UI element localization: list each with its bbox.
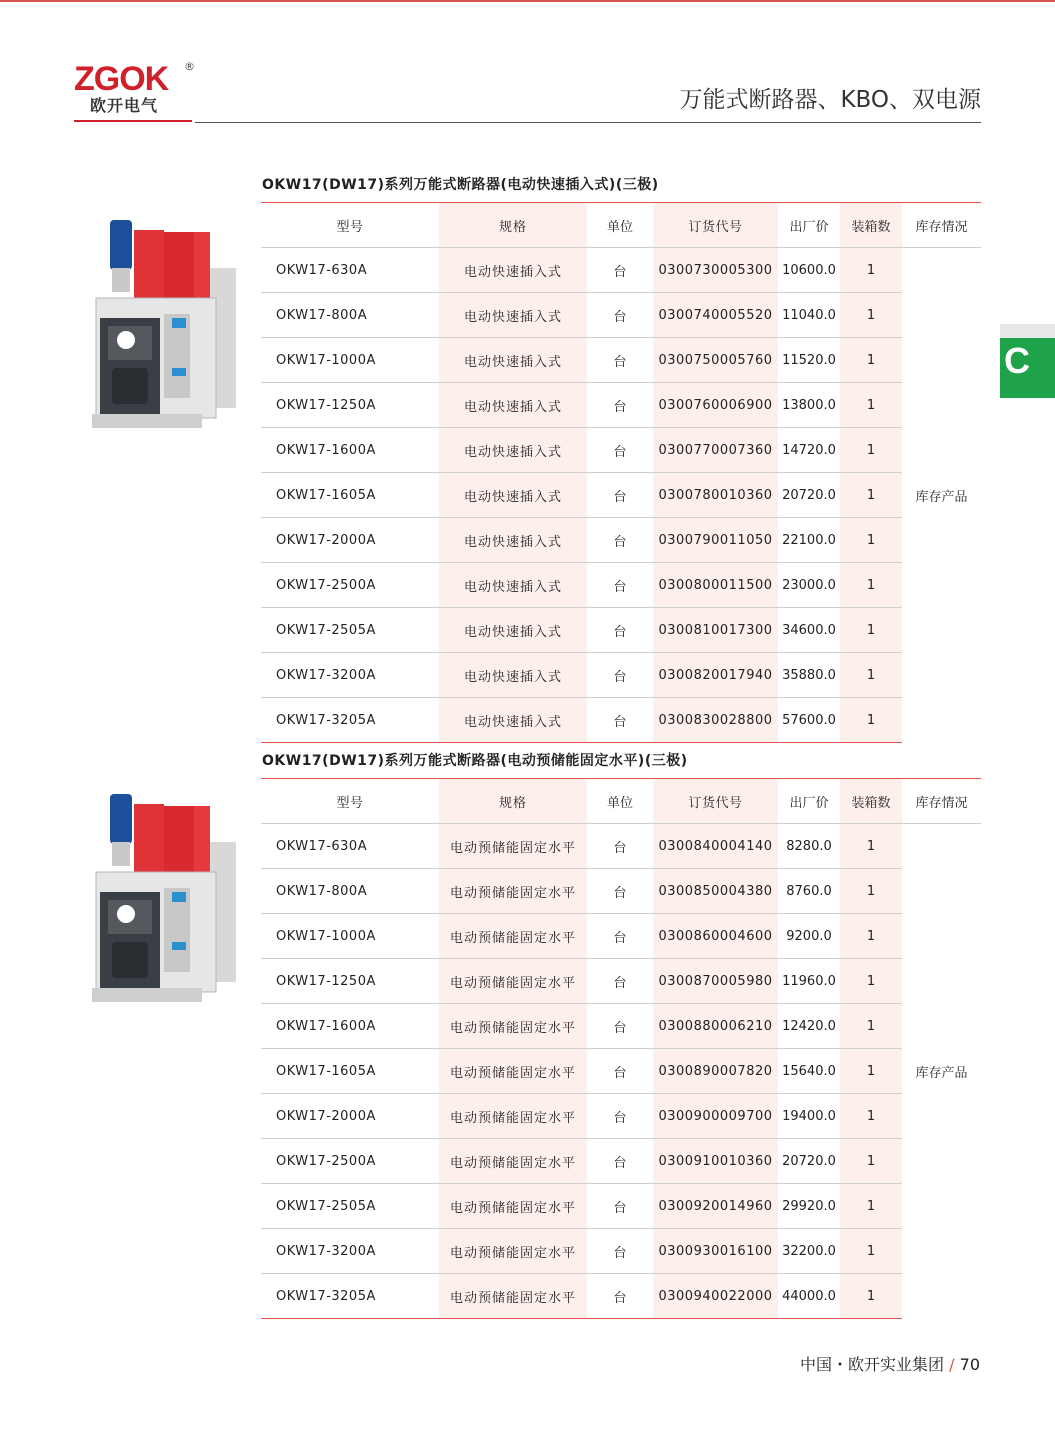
cell-unit: 台 [587,1229,653,1274]
cell-unit: 台 [587,248,653,293]
top-rule [0,0,1055,2]
cell-code: 0300790011050 [653,518,778,563]
cell-model: OKW17-3200A [261,1229,439,1274]
cell-model: OKW17-1000A [261,914,439,959]
cell-unit: 台 [587,959,653,1004]
cell-unit: 台 [587,1004,653,1049]
col-unit: 单位 [587,203,653,248]
cell-price: 12420.0 [778,1004,840,1049]
col-unit: 单位 [587,779,653,824]
cell-spec: 电动预储能固定水平 [439,914,587,959]
cell-spec: 电动快速插入式 [439,653,587,698]
logo-wordmark: ZGOK [74,60,169,98]
cell-model: OKW17-1600A [261,428,439,473]
table-row [261,563,981,608]
cell-box: 1 [840,608,902,653]
cell-unit: 台 [587,563,653,608]
logo-chinese-name: 欧开电气 [90,96,159,115]
table-row [261,914,981,959]
cell-price: 20720.0 [778,1139,840,1184]
cell-spec: 电动预储能固定水平 [439,1184,587,1229]
cell-spec: 电动快速插入式 [439,518,587,563]
table-row [261,383,981,428]
cell-price: 10600.0 [778,248,840,293]
cell-spec: 电动预储能固定水平 [439,869,587,914]
cell-box: 1 [840,1229,902,1274]
cell-price: 22100.0 [778,518,840,563]
cell-price: 11960.0 [778,959,840,1004]
col-price: 出厂价 [778,779,840,824]
cell-box: 1 [840,698,902,743]
cell-unit: 台 [587,869,653,914]
col-order-code: 订货代号 [653,779,778,824]
table-row [261,248,981,293]
cell-code: 0300760006900 [653,383,778,428]
breaker-product-image-1 [92,218,242,434]
cell-unit: 台 [587,428,653,473]
cell-model: OKW17-3205A [261,698,439,743]
cell-model: OKW17-1000A [261,338,439,383]
table-row [261,518,981,563]
cell-code: 0300740005520 [653,293,778,338]
cell-model: OKW17-2500A [261,563,439,608]
cell-price: 23000.0 [778,563,840,608]
registered-mark: ® [184,60,195,73]
table-row [261,1004,981,1049]
cell-code: 0300870005980 [653,959,778,1004]
cell-unit: 台 [587,518,653,563]
cell-code: 0300860004600 [653,914,778,959]
side-tab-cap [1000,324,1055,338]
cell-model: OKW17-1605A [261,1049,439,1094]
cell-code: 0300800011500 [653,563,778,608]
cell-spec: 电动快速插入式 [439,248,587,293]
cell-code: 0300830028800 [653,698,778,743]
cell-price: 34600.0 [778,608,840,653]
cell-box: 1 [840,248,902,293]
cell-box: 1 [840,563,902,608]
breaker-product-image-2 [92,792,242,1008]
cell-box: 1 [840,518,902,563]
table-row [261,1274,981,1319]
cell-model: OKW17-2505A [261,608,439,653]
cell-unit: 台 [587,608,653,653]
cell-price: 19400.0 [778,1094,840,1139]
cell-stock: 库存产品 [915,489,968,505]
table-row [261,869,981,914]
cell-unit: 台 [587,914,653,959]
cell-unit: 台 [587,1184,653,1229]
cell-unit: 台 [587,1049,653,1094]
page-footer [800,1352,980,1375]
cell-unit: 台 [587,1094,653,1139]
cell-price: 13800.0 [778,383,840,428]
cell-box: 1 [840,338,902,383]
cell-unit: 台 [587,338,653,383]
cell-price: 11520.0 [778,338,840,383]
col-spec: 规格 [439,203,587,248]
table-row [261,428,981,473]
col-box-qty: 装箱数 [840,203,902,248]
table-row [261,1094,981,1139]
cell-code: 0300840004140 [653,824,778,869]
cell-price: 9200.0 [778,914,840,959]
cell-model: OKW17-1605A [261,473,439,518]
table-row [261,824,981,869]
cell-box: 1 [840,959,902,1004]
cell-spec: 电动快速插入式 [439,338,587,383]
col-stock: 库存情况 [902,779,981,824]
cell-spec: 电动预储能固定水平 [439,1274,587,1319]
cell-unit: 台 [587,473,653,518]
cell-model: OKW17-630A [261,248,439,293]
table-row [261,1139,981,1184]
col-model: 型号 [261,779,439,824]
cell-unit: 台 [587,698,653,743]
cell-spec: 电动快速插入式 [439,428,587,473]
cell-box: 1 [840,1004,902,1049]
cell-box: 1 [840,473,902,518]
cell-box: 1 [840,824,902,869]
section2-title: OKW17(DW17)系列万能式断路器(电动预储能固定水平)(三极) [262,753,688,769]
cell-spec: 电动预储能固定水平 [439,1004,587,1049]
cell-unit: 台 [587,653,653,698]
cell-spec: 电动快速插入式 [439,563,587,608]
cell-box: 1 [840,914,902,959]
col-order-code: 订货代号 [653,203,778,248]
cell-price: 11040.0 [778,293,840,338]
cell-spec: 电动预储能固定水平 [439,1094,587,1139]
cell-code: 0300850004380 [653,869,778,914]
table-header [261,203,981,248]
cell-stock: 库存产品 [915,1065,968,1081]
table-row [261,653,981,698]
cell-model: OKW17-800A [261,869,439,914]
table-row [261,293,981,338]
header-rule [195,122,981,123]
cell-unit: 台 [587,1139,653,1184]
cell-price: 8280.0 [778,824,840,869]
cell-box: 1 [840,293,902,338]
cell-unit: 台 [587,1274,653,1319]
cell-model: OKW17-2505A [261,1184,439,1229]
cell-price: 14720.0 [778,428,840,473]
cell-code: 0300890007820 [653,1049,778,1094]
cell-code: 0300910010360 [653,1139,778,1184]
cell-model: OKW17-630A [261,824,439,869]
cell-box: 1 [840,428,902,473]
table-row [261,1184,981,1229]
price-table-2 [261,778,981,1319]
cell-code: 0300770007360 [653,428,778,473]
price-table-1 [261,202,981,743]
cell-box: 1 [840,1049,902,1094]
cell-spec: 电动快速插入式 [439,293,587,338]
cell-model: OKW17-2000A [261,518,439,563]
cell-code: 0300930016100 [653,1229,778,1274]
cell-price: 35880.0 [778,653,840,698]
cell-spec: 电动预储能固定水平 [439,1229,587,1274]
table-row [261,698,981,743]
cell-spec: 电动快速插入式 [439,608,587,653]
col-box-qty: 装箱数 [840,779,902,824]
cell-price: 20720.0 [778,473,840,518]
cell-price: 29920.0 [778,1184,840,1229]
cell-spec: 电动快速插入式 [439,473,587,518]
col-spec: 规格 [439,779,587,824]
col-stock: 库存情况 [902,203,981,248]
cell-model: OKW17-3200A [261,653,439,698]
cell-spec: 电动预储能固定水平 [439,1139,587,1184]
cell-price: 15640.0 [778,1049,840,1094]
page-number: 70 [959,1355,980,1374]
cell-code: 0300810017300 [653,608,778,653]
cell-model: OKW17-2000A [261,1094,439,1139]
cell-model: OKW17-1600A [261,1004,439,1049]
cell-spec: 电动预储能固定水平 [439,1049,587,1094]
footer-separator: / [949,1355,955,1374]
cell-code: 0300900009700 [653,1094,778,1139]
logo-underline [74,120,192,122]
table-header [261,779,981,824]
cell-model: OKW17-800A [261,293,439,338]
cell-price: 32200.0 [778,1229,840,1274]
table-row [261,1229,981,1274]
page-title: 万能式断路器、KBO、双电源 [679,87,981,113]
table-row [261,473,981,518]
cell-spec: 电动快速插入式 [439,698,587,743]
cell-box: 1 [840,1094,902,1139]
cell-price: 8760.0 [778,869,840,914]
table-row [261,1049,981,1094]
cell-code: 0300940022000 [653,1274,778,1319]
col-model: 型号 [261,203,439,248]
cell-spec: 电动预储能固定水平 [439,824,587,869]
cell-box: 1 [840,1139,902,1184]
cell-box: 1 [840,1184,902,1229]
cell-unit: 台 [587,824,653,869]
table-row [261,338,981,383]
cell-code: 0300920014960 [653,1184,778,1229]
cell-spec: 电动快速插入式 [439,383,587,428]
table-row [261,608,981,653]
cell-box: 1 [840,1274,902,1319]
cell-unit: 台 [587,383,653,428]
cell-code: 0300820017940 [653,653,778,698]
cell-price: 44000.0 [778,1274,840,1319]
cell-price: 57600.0 [778,698,840,743]
cell-code: 0300730005300 [653,248,778,293]
cell-model: OKW17-3205A [261,1274,439,1319]
cell-unit: 台 [587,293,653,338]
brand-logo [74,62,194,124]
col-price: 出厂价 [778,203,840,248]
cell-code: 0300780010360 [653,473,778,518]
cell-model: OKW17-1250A [261,383,439,428]
cell-box: 1 [840,869,902,914]
cell-box: 1 [840,653,902,698]
cell-box: 1 [840,383,902,428]
table-row [261,959,981,1004]
cell-spec: 电动预储能固定水平 [439,959,587,1004]
cell-code: 0300750005760 [653,338,778,383]
cell-code: 0300880006210 [653,1004,778,1049]
chapter-tab[interactable]: C [1000,338,1055,398]
cell-model: OKW17-2500A [261,1139,439,1184]
section1-title: OKW17(DW17)系列万能式断路器(电动快速插入式)(三极) [262,177,659,193]
cell-model: OKW17-1250A [261,959,439,1004]
footer-company: 中国・欧开实业集团 [800,1355,945,1374]
